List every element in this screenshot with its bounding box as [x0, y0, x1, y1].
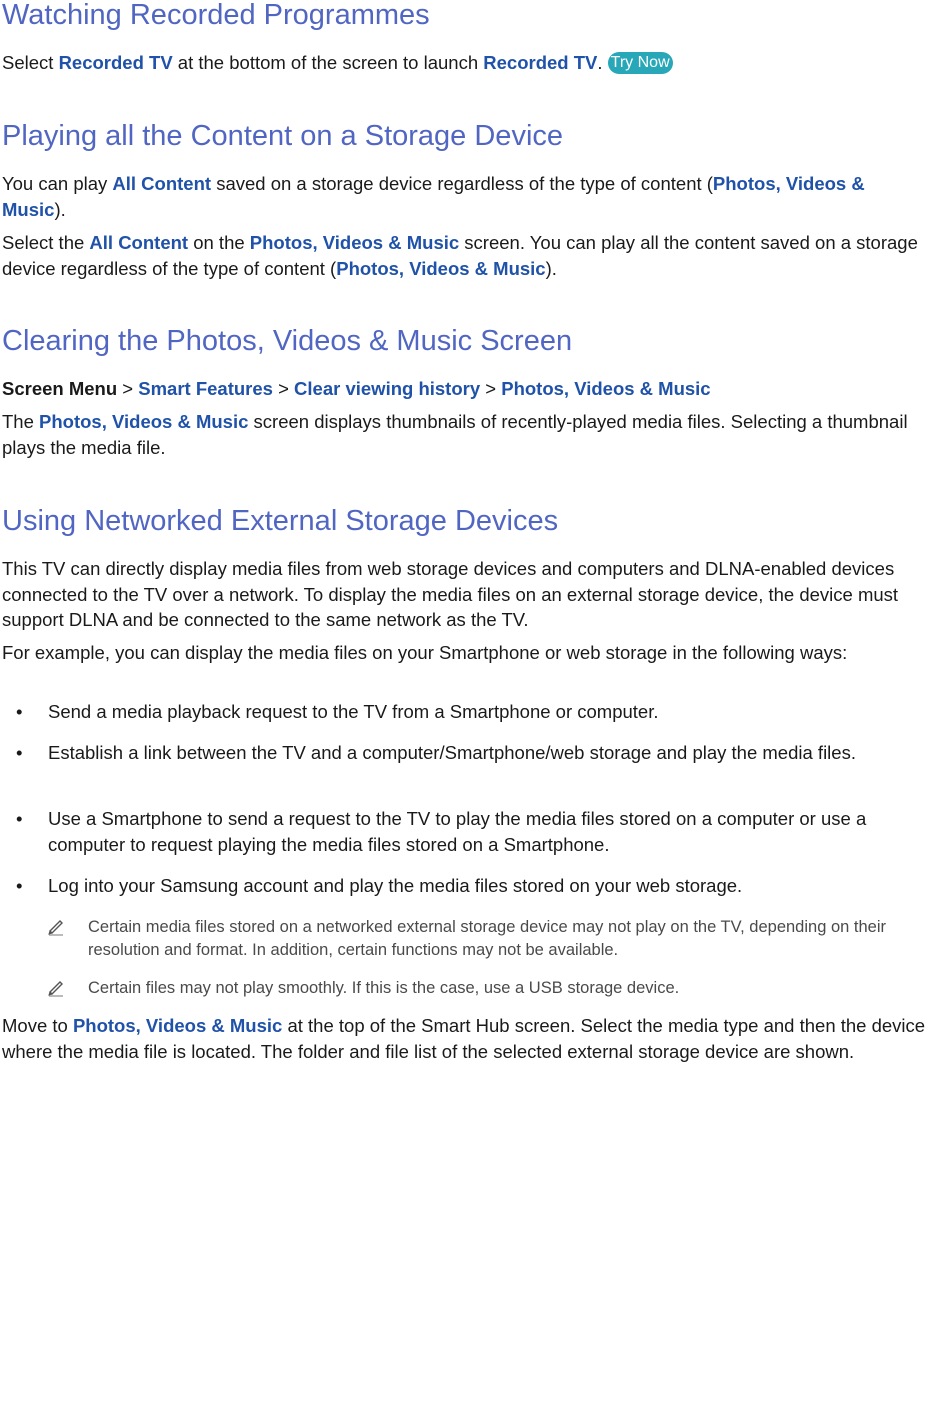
bullet-icon: • — [16, 875, 23, 896]
bullet-icon: • — [16, 701, 23, 722]
link-photos-videos-music-5[interactable]: Photos, Videos & Music — [72, 1015, 283, 1036]
menu-path: Screen Menu > Smart Features > Clear viewing history > Photos, Videos & Music — [2, 378, 711, 399]
paragraph-all-content-1: You can play All Content saved on a storage device regardless of the type of content (Photos, Videos & Music). — [2, 173, 865, 220]
pencil-icon — [46, 977, 66, 997]
link-photos-videos-music-3[interactable]: Photos, Videos & Music — [336, 257, 546, 279]
menu-path-smart-features[interactable]: Smart Features — [138, 378, 273, 399]
heading-playing-all-content: Playing all the Content on a Storage Device — [2, 120, 564, 152]
paragraph-all-content-2: Select the All Content on the Photos, Videos & Music screen. You can play all the content saved on a storage device regardless of the type of content (Photos, Videos & Music). — [2, 232, 918, 279]
list-item: • Use a Smartphone to send a request to the TV to play the media files stored on a computer or use a computer to request playing the media files stored on a Smartphone. — [16, 808, 867, 855]
note: Certain files may not play smoothly. If this is the case, use a USB storage device. — [2, 977, 930, 1000]
menu-path-screen-menu: Screen Menu — [2, 378, 118, 399]
link-all-content-2[interactable]: All Content — [89, 232, 189, 253]
note: Certain media files stored on a networked external storage device may not play on the TV, depending on their resolution and format. In addition, certain functions may not be available. — [2, 916, 930, 962]
heading-clearing-screen: Clearing the Photos, Videos & Music Screen — [2, 325, 573, 357]
bullet-icon: • — [16, 742, 23, 763]
try-now-button[interactable]: Try Now — [608, 52, 673, 74]
link-all-content[interactable]: All Content — [112, 173, 212, 194]
menu-path-clear-history[interactable]: Clear viewing history — [294, 378, 481, 399]
pencil-icon — [46, 916, 66, 936]
link-recorded-tv-2[interactable]: Recorded TV — [483, 52, 598, 73]
paragraph-recorded-tv: Select Recorded TV at the bottom of the screen to launch Recorded TV. Try Now — [2, 50, 930, 76]
paragraph-dlna: This TV can directly display media files from web storage devices and computers and DLNA-enabled devices connected to the TV over a network. To display the media files on an external storage device, the device must support DLNA and be connected to the same network as the TV. — [2, 558, 899, 630]
paragraph-thumbnails: The Photos, Videos & Music screen displays thumbnails of recently-played media files. Selecting a thumbnail plays the media file. — [2, 411, 908, 458]
paragraph-for-example: For example, you can display the media files on your Smartphone or web storage in the following ways: — [2, 642, 848, 663]
heading-watching-recorded: Watching Recorded Programmes — [2, 0, 430, 31]
link-photos-videos-music-4[interactable]: Photos, Videos & Music — [39, 411, 249, 432]
bullet-icon: • — [16, 808, 23, 829]
link-photos-videos-music[interactable]: Photos, Videos & Music — [2, 173, 865, 220]
heading-networked-storage: Using Networked External Storage Devices — [2, 505, 559, 537]
list-item: • Log into your Samsung account and play the media files stored on your web storage. — [2, 873, 930, 899]
paragraph-move-to: Move to Photos, Videos & Music at the top of the Smart Hub screen. Select the media type and then the device where the media file is located. The folder and file list of the selected external storage device are shown. — [2, 1015, 926, 1062]
link-photos-videos-music-2[interactable]: Photos, Videos & Music — [249, 232, 460, 253]
list-item: • Send a media playback request to the TV from a Smartphone or computer. — [2, 699, 930, 725]
link-recorded-tv[interactable]: Recorded TV — [58, 52, 173, 73]
menu-path-photos-videos-music[interactable]: Photos, Videos & Music — [501, 378, 711, 399]
list-item: • Establish a link between the TV and a computer/Smartphone/web storage and play the media files. — [2, 740, 930, 766]
